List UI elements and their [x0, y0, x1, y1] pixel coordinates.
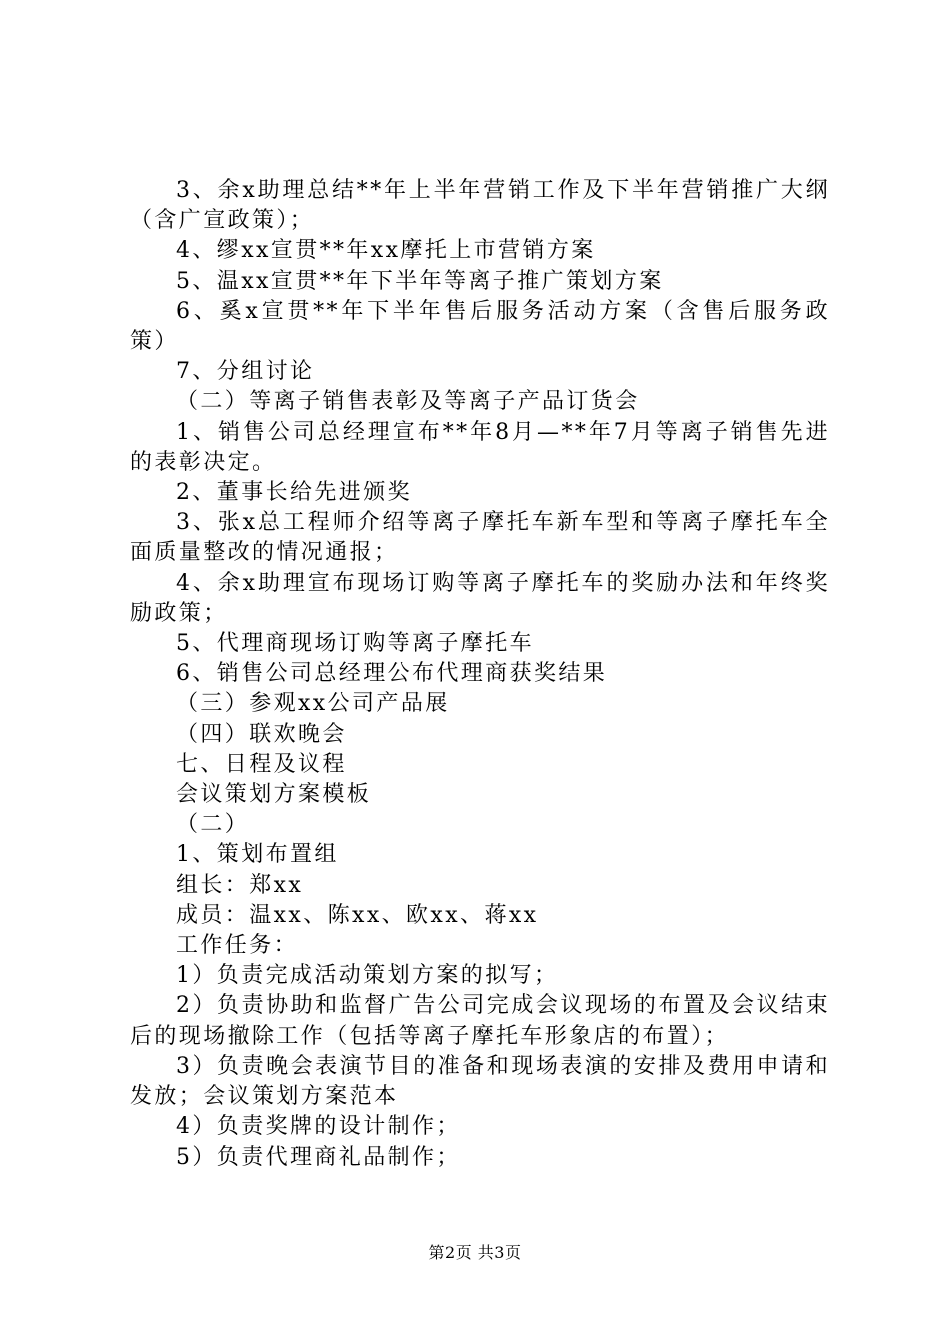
- task-3: 3）负责晚会表演节目的准备和现场表演的安排及费用申请和发放；会议策划方案范本: [130, 1053, 830, 1110]
- paragraph-9: 3、张x总工程师介绍等离子摩托车新车型和等离子摩托车全面质量整改的情况通报；: [130, 510, 830, 566]
- paragraph-7: 1、销售公司总经理宣布**年8月—**年7月等离子销售先进的表彰决定。: [130, 419, 830, 475]
- template-part-label: （二）: [176, 812, 250, 838]
- section-heading-3: （三）参观xx公司产品展: [176, 691, 450, 717]
- group-members: 成员：温xx、陈xx、欧xx、蒋xx: [176, 902, 539, 928]
- task-4: 4）负责奖牌的设计制作；: [176, 1114, 461, 1140]
- paragraph-8: 2、董事长给先进颁奖: [176, 480, 412, 506]
- paragraph-5: 7、分组讨论: [176, 359, 315, 385]
- page-footer: 第2页 共3页: [428, 1243, 522, 1262]
- template-title: 会议策划方案模板: [176, 782, 372, 808]
- task-1: 1）负责完成活动策划方案的拟写；: [176, 963, 559, 989]
- paragraph-3: 5、温xx宣贯**年下半年等离子推广策划方案: [176, 268, 664, 294]
- paragraph-4: 6、奚x宣贯**年下半年售后服务活动方案（含售后服务政策）: [130, 298, 830, 355]
- document-body: [130, 176, 830, 1173]
- task-2: 2）负责协助和监督广告公司完成会议现场的布置及会议结束后的现场撤除工作（包括等离子摩托车形象店的布置）；: [130, 993, 830, 1049]
- group-title: 1、策划布置组: [176, 842, 339, 868]
- section-heading-7: 七、日程及议程: [176, 751, 347, 777]
- group-leader: 组长：郑xx: [176, 872, 304, 898]
- section-heading-4: （四）联欢晚会: [176, 721, 347, 747]
- paragraph-11: 5、代理商现场订购等离子摩托车: [176, 631, 534, 657]
- paragraph-1: 3、余x助理总结**年上半年营销工作及下半年营销推广大纲（含广宣政策）；: [130, 178, 830, 234]
- paragraph-12: 6、销售公司总经理公布代理商获奖结果: [176, 661, 608, 687]
- tasks-label: 工作任务：: [176, 933, 299, 959]
- paragraph-10: 4、余x助理宣布现场订购等离子摩托车的奖励办法和年终奖励政策；: [130, 570, 830, 626]
- task-5: 5）负责代理商礼品制作；: [176, 1144, 461, 1170]
- paragraph-2: 4、缪xx宣贯**年xx摩托上市营销方案: [176, 238, 596, 264]
- section-heading-2: （二）等离子销售表彰及等离子产品订货会: [176, 389, 640, 415]
